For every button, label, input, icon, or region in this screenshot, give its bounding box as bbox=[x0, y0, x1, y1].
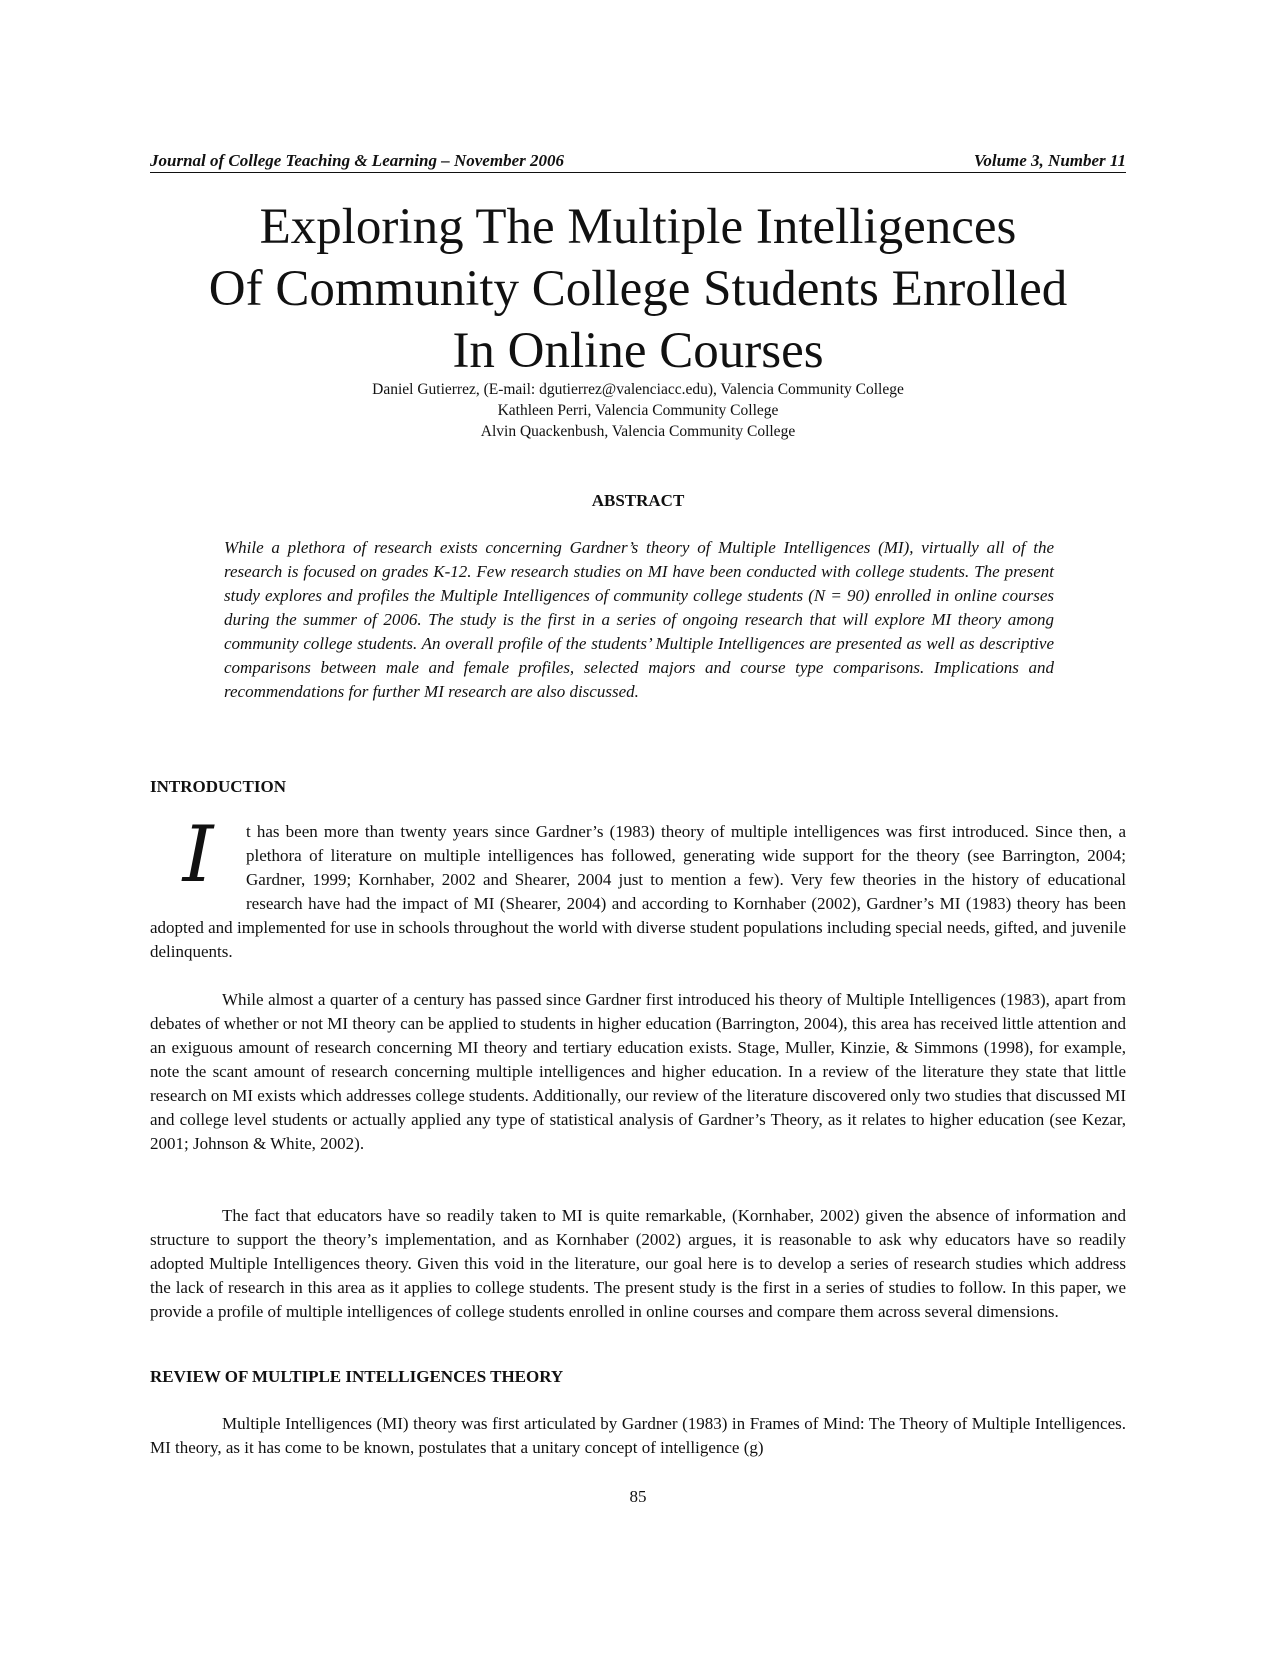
title-line-2: Of Community College Students Enrolled bbox=[208, 261, 1068, 317]
journal-name: Journal of College Teaching & Learning – November 2006 bbox=[150, 151, 564, 170]
introduction-paragraph-1 bbox=[150, 810, 1126, 964]
review-paragraph-1: Multiple Intelligences (MI) theory was first articulated by Gardner (1983) in Frames of Mind: The Theory of Multiple Intelligences. MI theory, as it has come to be known, postulates that a unitary concept of intelligence (g) bbox=[150, 1414, 1126, 1457]
introduction-paragraph-1-text: t has been more than twenty years since Gardner’s (1983) theory of multiple intelligences was first introduced. Since then, a plethora of literature on multiple intelligences has followed, generating wide support for the theory (see Barrington, 2004; Gardner, 1999; Kornhaber, 2002 and Shearer, 2004 just to mention a few). Very few theories in the history of educational research have had the impact of MI (Shearer, 2004) and according to Kornhaber (2002), Gardner’s MI (1983) theory has been adopted and implemented for use in schools throughout the world with diverse student populations including special needs, gifted, and juvenile delinquents. bbox=[150, 822, 1126, 961]
author-1: Daniel Gutierrez, (E-mail: dgutierrez@valenciacc.edu), Valencia Community College bbox=[372, 381, 904, 398]
abstract-heading: ABSTRACT bbox=[591, 491, 685, 510]
review-heading: REVIEW OF MULTIPLE INTELLIGENCES THEORY bbox=[150, 1367, 564, 1386]
title-line-3: In Online Courses bbox=[452, 323, 824, 379]
author-3: Alvin Quackenbush, Valencia Community College bbox=[480, 423, 796, 440]
title-line-1: Exploring The Multiple Intelligences bbox=[259, 199, 1017, 255]
introduction-paragraph-3: The fact that educators have so readily taken to MI is quite remarkable, (Kornhaber, 2002) given the absence of information and structure to support the theory’s implementation, and as Kornhaber (2002) argues, it is reasonable to ask why educators have so readily adopted Multiple Intelligences theory. Given this void in the literature, our goal here is to develop a series of research studies which address the lack of research in this area as it applies to college students. The present study is the first in a series of studies to follow. In this paper, we provide a profile of multiple intelligences of college students enrolled in online courses and compare them across several dimensions. bbox=[150, 1206, 1126, 1321]
introduction-paragraph-2: While almost a quarter of a century has passed since Gardner first introduced his theory of Multiple Intelligences (1983), apart from debates of whether or not MI theory can be applied to students in higher education (Barrington, 2004), this area has received little attention and an exiguous amount of research concerning MI theory and tertiary education exists. Stage, Muller, Kinzie, & Simmons (1998), for example, note the scant amount of research concerning multiple intelligences and higher education. In a review of the literature they state that little research on MI exists which addresses college students. Additionally, our review of the literature discovered only two studies that discussed MI and college level students or actually applied any type of statistical analysis of Gardner’s Theory, as it relates to higher education (see Kezar, 2001; Johnson & White, 2002). bbox=[150, 990, 1126, 1153]
author-list bbox=[150, 379, 1126, 442]
author-2: Kathleen Perri, Valencia Community College bbox=[497, 402, 779, 419]
page-number: 85 bbox=[629, 1487, 647, 1506]
introduction-heading: INTRODUCTION bbox=[150, 777, 287, 796]
drop-cap: I bbox=[182, 810, 214, 900]
running-header bbox=[150, 150, 1126, 173]
abstract-text: While a plethora of research exists concerning Gardner’s theory of Multiple Intelligences (MI), virtually all of the research is focused on grades K-12. Few research studies on MI have been conducted with college students. The present study explores and profiles the Multiple Intelligences of community college students (N = 90) enrolled in online courses during the summer of 2006. The study is the first in a series of ongoing research that will explore MI theory among community college students. An overall profile of the students’ Multiple Intelligences are presented as well as descriptive comparisons between male and female profiles, selected majors and course type comparisons. Implications and recommendations for further MI research are also discussed. bbox=[224, 538, 1054, 701]
volume-info: Volume 3, Number 11 bbox=[973, 151, 1126, 170]
paper-title bbox=[150, 196, 1126, 382]
